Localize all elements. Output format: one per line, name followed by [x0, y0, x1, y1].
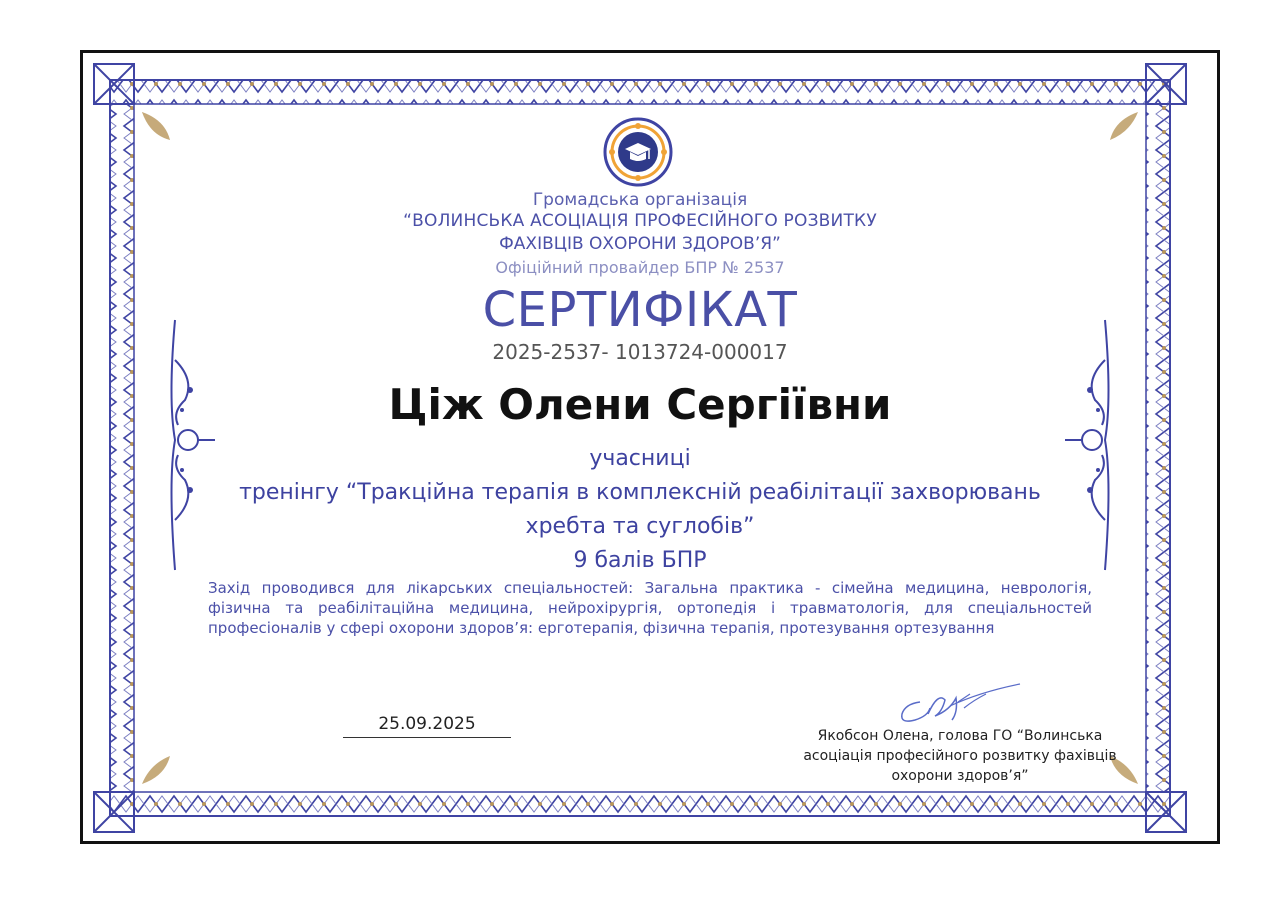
participant-role: учасниці [589, 446, 691, 471]
signer-line1: Якобсон Олена, голова ГО “Волинська [817, 728, 1103, 744]
date-underline [343, 737, 511, 738]
graduation-cap-logo [603, 117, 673, 187]
provider-number: Офіційний провайдер БПР № 2537 [495, 258, 785, 277]
event-description: Захід проводився для лікарських спеціальностей: Загальна практика - сімейна медицина, неврологія, фізична та реабілітаційна медицина, нейрохірургія, ортопедія і травматологія, для спеціальностей професіоналів у сфері охорони здоров’я: ерготерапія, фізична терапія, протезування ортезування [208, 579, 1092, 637]
organization-type: Громадська організація [532, 190, 748, 210]
certificate-number: 2025-2537- 1013724-000017 [492, 340, 788, 364]
handwritten-signature [890, 672, 1030, 732]
issue-date: 25.09.2025 [378, 714, 476, 734]
recipient-name: Ціж Олени Сергіївни [388, 380, 892, 429]
cpd-points: 9 балів БПР [573, 548, 707, 573]
training-title-line1: тренінгу “Тракційна терапія в комплексній реабілітації захворювань [239, 480, 1041, 505]
signer-line3: охорони здоров’я” [891, 768, 1029, 784]
organization-name-line1: “ВОЛИНСЬКА АСОЦІАЦІЯ ПРОФЕСІЙНОГО РОЗВИТКУ [403, 211, 877, 231]
organization-name-line2: ФАХІВЦІВ ОХОРОНИ ЗДОРОВ’Я” [499, 234, 781, 254]
certificate-title: СЕРТИФІКАТ [482, 282, 798, 338]
training-title-line2: хребта та суглобів” [525, 514, 755, 539]
signer-line2: асоціація професійного розвитку фахівців [803, 748, 1117, 764]
signer-block [780, 726, 1140, 786]
